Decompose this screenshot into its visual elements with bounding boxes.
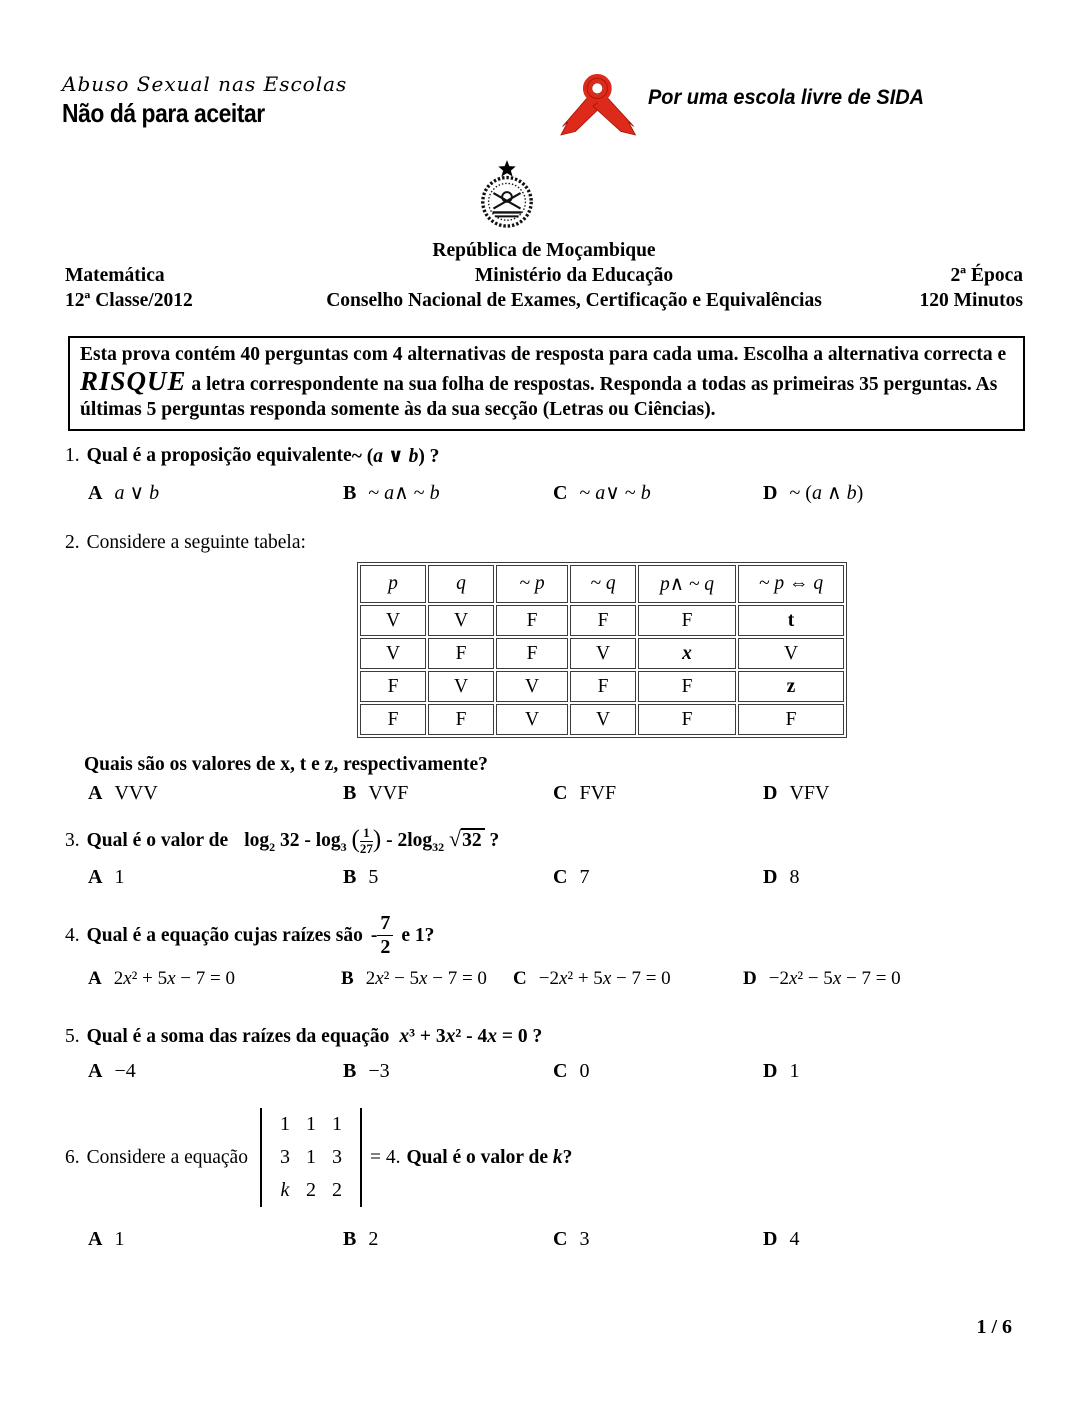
option-a: A −4 (88, 1060, 136, 1082)
duration-label: 120 Minutos (919, 290, 1023, 311)
option-b: B ~ a∧ ~ b (343, 482, 440, 504)
q6-equals: = 4 (369, 1146, 396, 1168)
table-row: V V F F F t (360, 605, 844, 636)
q3-number: 3. (65, 830, 80, 852)
republic-title: República de Moçambique (432, 240, 656, 261)
table-row: F V V F F z (360, 671, 844, 702)
campaign-banner-left (62, 72, 347, 129)
option-b: B 2x² − 5x − 7 = 0 (341, 968, 487, 989)
option-a: A 2x² + 5x − 7 = 0 (88, 968, 235, 989)
table-row: V F F V x V (360, 638, 844, 669)
truth-table-header-row (360, 565, 844, 603)
col-not-p-iff-q: ~ p ⇔ q (738, 565, 844, 603)
q4-text: Qual é a equação cujas raízes são (86, 924, 363, 946)
sida-slogan: Por uma escola livre de SIDA (648, 86, 925, 109)
risque-word: RISQUE (80, 365, 187, 396)
sqrt-expression: √32 (449, 830, 485, 851)
subject-label: Matemática (65, 265, 165, 286)
col-p-and-not-q: p∧ ~ q (638, 565, 736, 603)
q4-text2: e 1? (401, 924, 435, 946)
option-d: D 8 (763, 866, 800, 888)
question-3 (65, 826, 499, 857)
q5-formula: x³ + 3x² - 4x = 0 ? (399, 1026, 543, 1047)
option-d: D VFV (763, 782, 830, 804)
campaign-slogan-line2: Não dá para aceitar (62, 98, 265, 128)
option-c: C FVF (553, 782, 617, 804)
class-year-label: 12ª Classe/2012 (65, 290, 193, 311)
option-b: B VVF (343, 782, 409, 804)
q6-text: Considere a equação (86, 1146, 248, 1168)
q4-fraction-sign: - (370, 924, 378, 946)
ministry-label: Ministério da Educação (474, 265, 674, 286)
option-d: D 4 (763, 1228, 800, 1250)
q6-number: 6. (65, 1146, 80, 1168)
col-p: p (360, 565, 426, 603)
option-c: C −2x² + 5x − 7 = 0 (513, 968, 671, 989)
question-4 (65, 912, 434, 959)
instructions-box (68, 336, 1025, 431)
q1-options (88, 480, 1028, 505)
instructions-part1: Esta prova contém 40 perguntas com 4 alternativas de resposta para cada uma. Escolha a alternativa correcta e (80, 344, 1007, 365)
q2-options (88, 782, 1028, 805)
truth-table (357, 562, 847, 738)
aids-ribbon-icon (556, 74, 642, 140)
col-q: q (428, 565, 494, 603)
option-b: B −3 (343, 1060, 390, 1082)
campaign-slogan-line1: Abuso Sexual nas Escolas (62, 72, 348, 96)
q2-subquestion: Quais são os valores de x, t e z, respectivamente? (84, 754, 488, 775)
campaign-banner-right (556, 74, 939, 140)
mozambique-seal-icon (476, 158, 538, 234)
option-a: A 1 (88, 1228, 125, 1250)
col-not-q: ~ q (570, 565, 636, 603)
epoca-label: 2ª Época (950, 265, 1023, 286)
option-d: D −2x² − 5x − 7 = 0 (743, 968, 901, 989)
instructions-part2: a letra correspondente na sua folha de respostas. Responda a todas as primeiras 35 perguntas. As últimas 5 perguntas responda somente às da sua secção (Letras ou Ciências). (80, 373, 998, 420)
col-not-p: ~ p (496, 565, 568, 603)
q3-text: Qual é o valor de (86, 830, 229, 852)
q5-text: Qual é a soma das raízes da equação (86, 1026, 390, 1047)
option-c: C ~ a∨ ~ b (553, 482, 651, 504)
question-1 (65, 444, 439, 468)
q3-options (88, 866, 1028, 889)
option-d: D 1 (763, 1060, 800, 1082)
option-c: C 3 (553, 1228, 590, 1250)
option-c: C 0 (553, 1060, 590, 1082)
q4-fraction: $\frac{7}{2}$ (377, 912, 393, 959)
q6-text2: Qual é o valor de k? (406, 1146, 573, 1168)
option-a: A VVV (88, 782, 158, 804)
option-d: D ~ (a ∧ b) (763, 482, 864, 504)
q5-options (88, 1060, 1028, 1083)
q1-text: Qual é a proposição equivalente (86, 445, 352, 466)
option-c: C 7 (553, 866, 590, 888)
q2-number: 2. (65, 532, 80, 553)
q2-text: Considere a seguinte tabela: (86, 532, 306, 553)
q4-options (88, 968, 1028, 990)
option-b: B 2 (343, 1228, 379, 1250)
option-a: A a ∨ b (88, 482, 160, 504)
option-a: A 1 (88, 866, 125, 888)
q1-number: 1. (65, 445, 80, 466)
question-6: 6. Considere a equação 1 1 1 3 1 3 k 2 2 = 4 . Qual é o valor de k? (65, 1108, 572, 1207)
page-number: 1 / 6 (976, 1316, 1012, 1338)
question-5 (65, 1026, 542, 1048)
question-2 (65, 532, 306, 554)
q3-formula: $\log_2 32 - \log_3$ ( $\frac{1}{27}$ ) - $2\log_{32}$ √32 ? (244, 825, 500, 857)
table-row: F F V V F F (360, 704, 844, 735)
council-label: Conselho Nacional de Exames, Certificação e Equivalências (326, 290, 822, 311)
option-b: B 5 (343, 866, 379, 888)
q4-number: 4. (65, 924, 80, 946)
q1-formula: ~ (a ∨ b) ? (351, 446, 440, 467)
q6-options (88, 1228, 1028, 1251)
q5-number: 5. (65, 1026, 80, 1047)
exam-header (65, 238, 1023, 313)
determinant: 1 1 1 3 1 3 k 2 2 (260, 1108, 362, 1207)
